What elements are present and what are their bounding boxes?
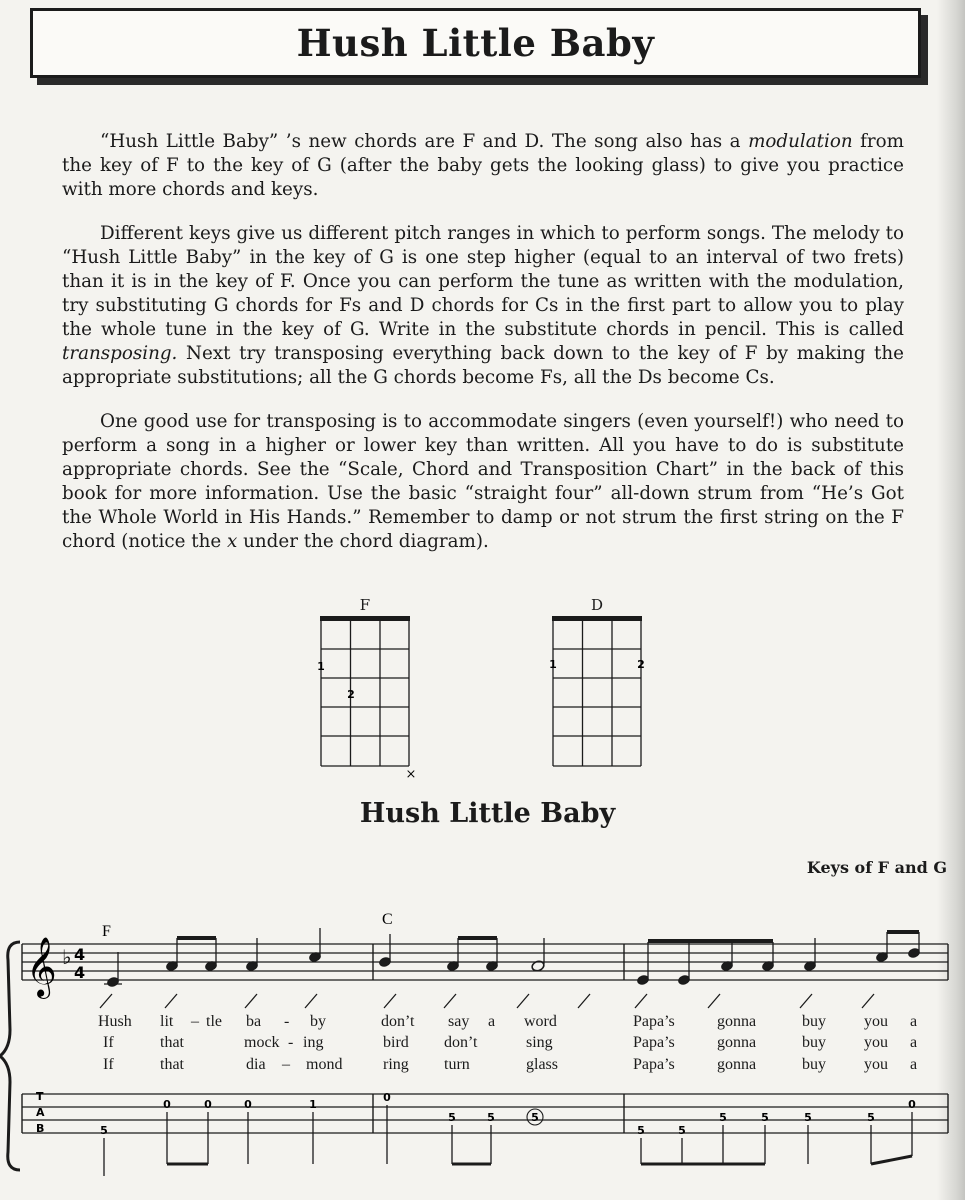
tab-number: 0 [383,1091,391,1104]
chord-diagram-f [314,596,416,782]
time-signature-bottom: 4 [74,963,86,982]
flat-sign-icon: ♭ [62,945,72,969]
lyric-word: lit [160,1013,174,1030]
nut [552,616,642,621]
lyric-word: glass [526,1056,558,1073]
measure-1-notes [104,928,322,988]
lyric-word: dia [246,1056,266,1073]
tab-number: 5 [100,1124,108,1137]
lyric-word: If [103,1056,114,1073]
tab-number: 5 [719,1111,727,1124]
muted-string-marker: × [405,767,416,782]
time-signature-top: 4 [74,945,86,964]
paragraph-3-text-b: under the chord diagram). [237,531,489,552]
chord-diagram-f-name: F [359,596,371,614]
lyric-line-3 [103,1056,917,1073]
tab-number: 5 [678,1124,686,1137]
lyric-word: buy [802,1034,826,1051]
finger-label: 1 [549,658,557,671]
lyric-word: don’t [381,1013,415,1030]
paragraph-3-emphasis: x [227,531,238,552]
lyric-word: mond [306,1056,343,1073]
lyric-word: don’t [444,1034,478,1051]
lyric-word: ing [303,1034,324,1051]
lyric-word: turn [444,1056,470,1073]
lyric-word: If [103,1034,114,1051]
strum-slashes [100,994,874,1008]
tab-number: 0 [204,1098,212,1111]
finger-label: 1 [317,660,325,673]
lyric-word: by [310,1013,326,1030]
lyric-word: buy [802,1013,826,1030]
chord-symbol: C [382,911,393,928]
tab-number: 5 [804,1111,812,1124]
paragraph-2 [62,222,904,390]
lyric-word: ba [246,1013,262,1030]
body-text [62,130,904,574]
lyric-word: – [282,1056,290,1073]
nut [320,616,410,621]
lyric-word: Papa’s [633,1034,675,1051]
lyric-word: you [864,1034,888,1051]
paragraph-2-text-b: Next try transposing everything back down to the key of F by making the appropriate substitutions; all the G chords become Fs, all the Ds become Cs. [62,343,904,388]
treble-clef-icon: 𝄞 [26,937,57,997]
paragraph-3 [62,410,904,554]
lyric-word: mock [244,1034,280,1051]
page-title: Hush Little Baby [296,21,655,65]
lyric-word: Papa’s [633,1056,675,1073]
lyric-word: - [288,1034,294,1051]
lyric-word: tle [206,1013,222,1030]
chord-diagram-d [546,596,648,782]
tab-number: 0 [908,1098,916,1111]
lyric-word: ring [383,1056,409,1073]
lyric-word: Papa’s [633,1013,675,1030]
music-notation [0,880,965,1200]
song-title: Hush Little Baby [359,798,616,829]
chord-diagram-d-grid [546,596,648,782]
tab-clef-t: T [36,1090,44,1103]
lyric-word: gonna [717,1034,757,1051]
lyric-word: buy [802,1056,826,1073]
paragraph-1-emphasis: modulation [748,131,853,152]
lyric-word: gonna [717,1056,757,1073]
lyric-word: say [448,1013,470,1030]
chord-diagram-d-name: D [590,596,604,614]
paragraph-2-text-a: Different keys give us different pitch ranges in which to perform songs. The melody to “Hush Little Baby” in the key of G is one step higher (equal to an interval of two frets) than it is in the key of F. Once you can perform the tune as written with the modulation, try substituting G chords for Fs and D chords for Cs in the first part to allow you to play the whole tune in the key of G. Write in the substitute chords in pencil. This is called [62,223,904,340]
lyric-line-1 [98,1013,917,1030]
lyric-word: - [284,1013,290,1030]
lyric-word: word [524,1013,557,1030]
lyric-word: you [864,1013,888,1030]
paragraph-1-text-b: from the key of F to the key of G (after the baby gets the looking glass) to give you practice with more chords and keys. [62,131,904,200]
system-brace [0,942,20,1170]
lyric-word: a [910,1056,918,1073]
finger-label: 2 [637,658,645,671]
tab-number: 5 [761,1111,769,1124]
paragraph-2-emphasis: transposing. [62,343,178,364]
tab-number: 5 [487,1111,495,1124]
lyric-word: a [910,1013,918,1030]
paragraph-3-text-a: One good use for transposing is to accommodate singers (even yourself!) who need to perform a song in a higher or lower key than written. All you have to do is substitute appropriate chords. See the “Scale, Chord and Transposition Chart” in the back of this book for more information. Use the basic “straight four” all-down strum from “He’s Got the Whole World in His Hands.” Remember to damp or not strum the first string on the F chord (notice the [62,411,904,552]
tab-number: 1 [309,1098,317,1111]
tab-number: 5 [637,1124,645,1137]
tab-number: 0 [244,1098,252,1111]
lyric-word: bird [383,1034,409,1051]
chord-symbol: F [102,923,111,940]
lyric-word: Hush [98,1013,132,1030]
lyric-word: a [488,1013,496,1030]
lyric-word: you [864,1056,888,1073]
tab-number: 0 [163,1098,171,1111]
tab-number: 5 [867,1111,875,1124]
paragraph-1 [62,130,904,202]
lyric-word: – [191,1013,199,1030]
lyric-word: gonna [717,1013,757,1030]
tab-clef-a: A [36,1106,45,1119]
tab-clef-b: B [36,1122,45,1135]
tab-stems [104,1105,912,1176]
chord-diagram-f-grid [314,596,416,782]
lyric-word: a [910,1034,918,1051]
measure-3-notes [636,930,920,986]
title-box [30,8,921,78]
paragraph-1-text-a: “Hush Little Baby” ’s new chords are F and D. The song also has a [100,131,749,152]
tab-number: 5 [448,1111,456,1124]
tab-numbers [100,1091,916,1137]
finger-label: 2 [347,688,355,701]
lyric-word: sing [526,1034,553,1051]
lyric-word: that [160,1056,184,1073]
lyric-line-2 [103,1034,917,1051]
lyric-word: that [160,1034,184,1051]
tab-number: 5 [531,1111,539,1124]
keys-label: Keys of F and G [806,858,947,877]
